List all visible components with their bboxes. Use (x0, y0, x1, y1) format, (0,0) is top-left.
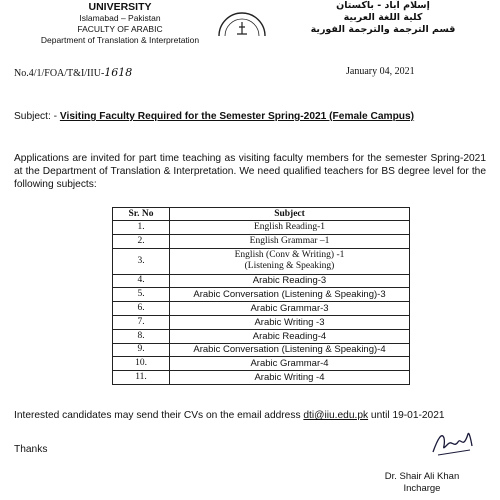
row-subject: Arabic Grammar-3 (170, 302, 410, 316)
faculty-name: FACULTY OF ARABIC (77, 24, 163, 34)
row-sr: 9. (113, 343, 170, 357)
header-sr-no: Sr. No (113, 208, 170, 221)
signatory-title: Incharge (403, 483, 441, 494)
letterhead-left (0, 0, 240, 46)
closing-text-before: Interested candidates may send their CVs on the email address (14, 410, 304, 421)
table-row (113, 315, 410, 329)
row-sr: 8. (113, 329, 170, 343)
department-name: Department of Translation & Interpretation (40, 35, 200, 45)
university-seal-icon (215, 0, 269, 36)
table-row (113, 234, 410, 248)
arabic-department: قسم الترجمة والترجمة الفورية (310, 24, 456, 35)
table-header-row (113, 208, 410, 221)
subject-prefix: Subject: - (14, 111, 60, 122)
reference-handwritten: 1618 (104, 66, 133, 79)
row-sr: 3. (113, 248, 170, 274)
signatory-block (367, 471, 477, 495)
letter-date: January 04, 2021 (346, 66, 415, 77)
row-subject-line1: English (Conv & Writing) -1 (234, 250, 345, 261)
row-sr: 7. (113, 315, 170, 329)
row-subject: Arabic Writing -3 (170, 315, 410, 329)
row-sr: 4. (113, 274, 170, 288)
table-row (113, 343, 410, 357)
email-link[interactable]: dti@iiu.edu.pk (303, 410, 369, 421)
intro-paragraph: Applications are invited for part time teaching as visiting faculty members for the semester Spring-2021 at the Department of Translation & Interpretation. We need qualified teachers for BS degree level for the following subjects: (14, 153, 486, 190)
row-subject: Arabic Grammar-4 (170, 357, 410, 371)
row-sr: 6. (113, 302, 170, 316)
row-sr: 10. (113, 357, 170, 371)
subject-line (14, 110, 489, 123)
letterhead-right (288, 0, 478, 36)
table-row (113, 371, 410, 385)
row-subject: Arabic Reading-4 (170, 329, 410, 343)
row-sr: 5. (113, 288, 170, 302)
reference-printed: No.4/1/FOA/T&I/IIU- (14, 68, 105, 79)
closing-text-after: until 19-01-2021 (368, 410, 445, 421)
row-sr: 1. (113, 221, 170, 235)
reference-number (14, 66, 132, 79)
arabic-faculty: كلية اللغة العربية (343, 12, 423, 23)
row-subject: Arabic Writing -4 (170, 371, 410, 385)
subject-title: Visiting Faculty Required for the Semester Spring-2021 (Female Campus) (59, 111, 415, 122)
row-subject: English Reading-1 (170, 221, 410, 235)
row-sr: 11. (113, 371, 170, 385)
subjects-table (112, 207, 410, 385)
table-row (113, 357, 410, 371)
row-subject: Arabic Reading-3 (170, 274, 410, 288)
table-row (113, 248, 410, 274)
closing-paragraph (14, 409, 489, 422)
row-subject: Arabic Conversation (Listening & Speaking)-3 (170, 288, 410, 302)
signatory-name: Dr. Shair Ali Khan (384, 471, 460, 482)
row-subject: English Grammar –1 (170, 234, 410, 248)
table-row (113, 329, 410, 343)
row-subject-line2: (Listening & Speaking) (244, 261, 335, 272)
signature-icon (430, 428, 474, 458)
arabic-location: إسلام آباد - باكستان (336, 0, 430, 11)
thanks-text: Thanks (14, 444, 48, 455)
row-subject: Arabic Conversation (Listening & Speaking)-4 (170, 343, 410, 357)
header-subject: Subject (170, 208, 410, 221)
university-name: UNIVERSITY (88, 1, 152, 13)
row-subject (170, 248, 410, 274)
table-row (113, 302, 410, 316)
table-row (113, 274, 410, 288)
table-row (113, 288, 410, 302)
table-row (113, 221, 410, 235)
university-location: Islamabad – Pakistan (79, 13, 161, 23)
row-sr: 2. (113, 234, 170, 248)
